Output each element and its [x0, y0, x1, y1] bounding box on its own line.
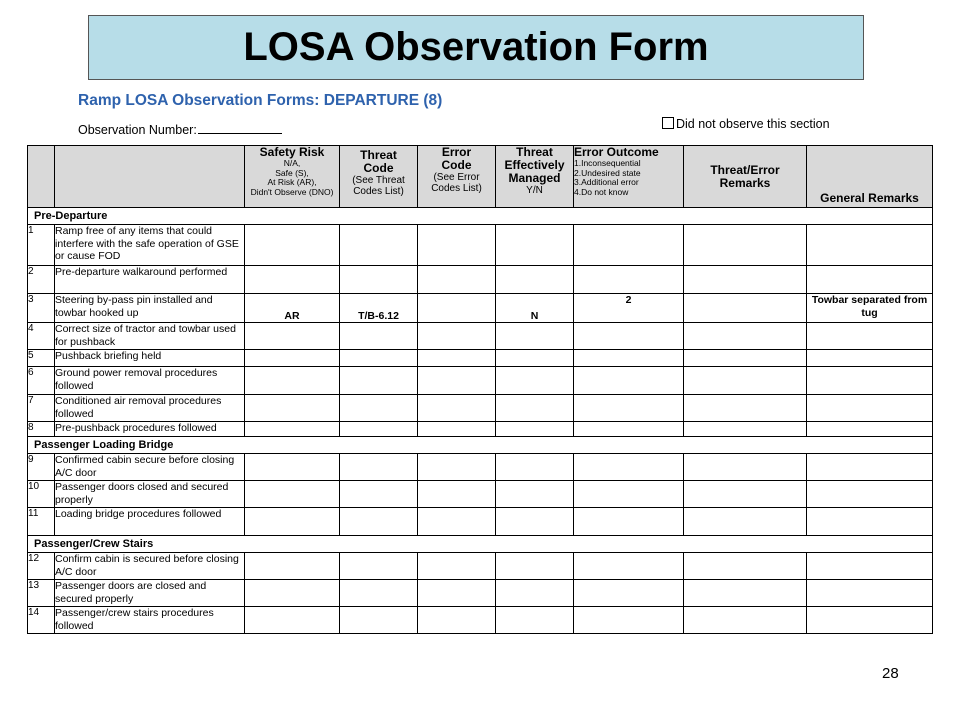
observation-number-label: Observation Number:	[78, 123, 197, 137]
item-description: Steering by-pass pin installed and towbar hooked up	[55, 294, 245, 323]
form-heading: Ramp LOSA Observation Forms: DEPARTURE (8)	[78, 92, 443, 109]
threat-error-remarks-cell[interactable]	[684, 508, 807, 536]
error-code-cell[interactable]	[418, 367, 496, 395]
threat-code-cell[interactable]	[340, 395, 418, 422]
threat-managed-cell[interactable]	[496, 350, 574, 367]
header-threat-code-sub: (See Threat Codes List)	[352, 175, 405, 197]
header-threat-code	[340, 146, 418, 208]
item-description: Passenger doors closed and secured properly	[55, 481, 245, 508]
error-outcome-cell[interactable]	[574, 266, 684, 294]
header-threat-code-title: Threat	[360, 148, 397, 162]
threat-error-remarks-cell[interactable]	[684, 395, 807, 422]
threat-code-cell[interactable]	[340, 225, 418, 266]
item-number: 3	[28, 294, 55, 323]
general-remarks-cell[interactable]	[807, 607, 933, 634]
header-item	[55, 146, 245, 208]
threat-error-remarks-cell[interactable]	[684, 294, 807, 323]
safety-risk-cell[interactable]	[245, 266, 340, 294]
error-outcome-cell[interactable]	[574, 454, 684, 481]
threat-code-cell[interactable]: T/B-6.12	[340, 294, 418, 323]
error-outcome-cell[interactable]	[574, 225, 684, 266]
threat-code-cell[interactable]	[340, 422, 418, 437]
threat-code-cell[interactable]	[340, 553, 418, 580]
header-safety-risk-line: At Risk (AR),	[267, 177, 317, 187]
item-description: Correct size of tractor and towbar used for pushback	[55, 323, 245, 350]
table-row	[28, 607, 933, 634]
item-description: Pushback briefing held	[55, 350, 245, 367]
error-code-cell[interactable]	[418, 580, 496, 607]
error-code-cell[interactable]	[418, 395, 496, 422]
table-row	[28, 350, 933, 367]
slide-title-box	[88, 15, 864, 80]
threat-managed-cell[interactable]	[496, 422, 574, 437]
item-description: Confirm cabin is secured before closing A/C door	[55, 553, 245, 580]
safety-risk-cell[interactable]	[245, 553, 340, 580]
table-row	[28, 294, 933, 323]
threat-managed-cell[interactable]	[496, 323, 574, 350]
header-error-code-title: Code	[441, 158, 472, 172]
threat-managed-cell[interactable]	[496, 367, 574, 395]
safety-risk-cell[interactable]	[245, 350, 340, 367]
threat-code-cell[interactable]	[340, 266, 418, 294]
safety-risk-cell[interactable]	[245, 508, 340, 536]
safety-risk-cell[interactable]: AR	[245, 294, 340, 323]
threat-managed-cell[interactable]	[496, 580, 574, 607]
header-safety-risk-title: Safety Risk	[259, 145, 325, 159]
error-outcome-cell[interactable]	[574, 350, 684, 367]
error-code-cell[interactable]	[418, 294, 496, 323]
threat-error-remarks-cell[interactable]	[684, 225, 807, 266]
threat-code-cell[interactable]	[340, 454, 418, 481]
item-number: 11	[28, 508, 55, 536]
header-error-code	[418, 146, 496, 208]
observation-number	[78, 121, 282, 137]
table-row	[28, 225, 933, 266]
table-row	[28, 454, 933, 481]
threat-managed-cell[interactable]	[496, 225, 574, 266]
error-outcome-cell[interactable]	[574, 553, 684, 580]
section-row	[28, 208, 933, 225]
threat-managed-cell[interactable]	[496, 607, 574, 634]
error-outcome-cell[interactable]	[574, 481, 684, 508]
observation-number-field[interactable]	[198, 121, 282, 134]
item-description: Confirmed cabin secure before closing A/C door	[55, 454, 245, 481]
item-description: Pre-pushback procedures followed	[55, 422, 245, 437]
error-outcome-cell[interactable]: 2	[574, 294, 684, 323]
safety-risk-cell[interactable]	[245, 481, 340, 508]
threat-error-remarks-cell[interactable]	[684, 454, 807, 481]
general-remarks-cell[interactable]	[807, 367, 933, 395]
header-error-outcome-option: 3.Additional error	[574, 177, 639, 187]
page-number: 28	[882, 665, 899, 682]
item-number: 14	[28, 607, 55, 634]
table-row	[28, 367, 933, 395]
general-remarks-cell[interactable]	[807, 350, 933, 367]
error-outcome-cell[interactable]	[574, 580, 684, 607]
threat-managed-cell[interactable]	[496, 553, 574, 580]
threat-error-remarks-cell[interactable]	[684, 266, 807, 294]
error-code-cell[interactable]	[418, 454, 496, 481]
error-code-cell[interactable]	[418, 422, 496, 437]
table-row	[28, 266, 933, 294]
header-safety-risk-line: N/A,	[283, 158, 301, 168]
threat-code-cell[interactable]	[340, 508, 418, 536]
table-row	[28, 395, 933, 422]
error-code-cell[interactable]	[418, 350, 496, 367]
header-threat-managed	[496, 146, 574, 208]
item-number: 13	[28, 580, 55, 607]
threat-managed-cell[interactable]: N	[496, 294, 574, 323]
header-threat-error-remarks	[684, 146, 807, 208]
error-outcome-cell[interactable]	[574, 607, 684, 634]
item-number: 2	[28, 266, 55, 294]
item-number: 7	[28, 395, 55, 422]
table-row	[28, 553, 933, 580]
header-safety-risk	[245, 146, 340, 208]
item-number: 5	[28, 350, 55, 367]
safety-risk-cell[interactable]	[245, 422, 340, 437]
general-remarks-cell[interactable]	[807, 454, 933, 481]
general-remarks-cell[interactable]	[807, 580, 933, 607]
section-title: Passenger/Crew Stairs	[28, 536, 933, 553]
item-number: 9	[28, 454, 55, 481]
table-row	[28, 481, 933, 508]
not-observed-checkbox[interactable]	[662, 117, 674, 129]
error-outcome-cell[interactable]	[574, 422, 684, 437]
section-title: Passenger Loading Bridge	[28, 437, 933, 454]
threat-code-cell[interactable]	[340, 323, 418, 350]
safety-risk-cell[interactable]	[245, 454, 340, 481]
threat-managed-cell[interactable]	[496, 508, 574, 536]
general-remarks-cell[interactable]	[807, 225, 933, 266]
header-safety-risk-line: Safe (S),	[275, 167, 309, 178]
error-code-cell[interactable]	[418, 481, 496, 508]
general-remarks-cell[interactable]: Towbar separated from tug	[807, 294, 933, 323]
table-row	[28, 422, 933, 437]
item-number: 1	[28, 225, 55, 266]
section-row	[28, 536, 933, 553]
safety-risk-cell[interactable]	[245, 225, 340, 266]
header-threat-managed-title: Threat Effectively Managed	[504, 145, 565, 185]
threat-error-remarks-cell[interactable]	[684, 481, 807, 508]
header-error-outcome-title: Error Outcome	[574, 145, 659, 159]
header-error-outcome-option: 4.Do not know	[574, 186, 629, 197]
threat-code-cell[interactable]	[340, 481, 418, 508]
table-header-row	[28, 146, 933, 208]
error-code-cell[interactable]	[418, 266, 496, 294]
error-code-cell[interactable]	[418, 508, 496, 536]
table-row	[28, 323, 933, 350]
error-outcome-cell[interactable]	[574, 395, 684, 422]
item-number: 10	[28, 481, 55, 508]
item-description: Ground power removal procedures followed	[55, 367, 245, 395]
threat-code-cell[interactable]	[340, 580, 418, 607]
safety-risk-cell[interactable]	[245, 323, 340, 350]
item-number: 4	[28, 323, 55, 350]
error-code-cell[interactable]	[418, 323, 496, 350]
slide-title: LOSA Observation Form	[243, 25, 709, 69]
item-description: Passenger/crew stairs procedures followed	[55, 607, 245, 634]
general-remarks-cell[interactable]	[807, 395, 933, 422]
item-description: Ramp free of any items that could interfere with the safe operation of GSE or cause FOD	[55, 225, 245, 266]
threat-error-remarks-cell[interactable]	[684, 422, 807, 437]
not-observed-label: Did not observe this section	[676, 117, 830, 131]
general-remarks-cell[interactable]	[807, 508, 933, 536]
threat-error-remarks-cell[interactable]	[684, 350, 807, 367]
item-description: Conditioned air removal procedures followed	[55, 395, 245, 422]
table-row	[28, 580, 933, 607]
safety-risk-cell[interactable]	[245, 395, 340, 422]
item-number: 12	[28, 553, 55, 580]
header-safety-risk-line: Didn't Observe (DNO)	[250, 186, 334, 197]
threat-code-cell[interactable]	[340, 607, 418, 634]
threat-error-remarks-cell[interactable]	[684, 607, 807, 634]
header-number	[28, 146, 55, 208]
not-observed-option	[662, 117, 830, 131]
error-outcome-cell[interactable]	[574, 367, 684, 395]
safety-risk-cell[interactable]	[245, 580, 340, 607]
section-row	[28, 437, 933, 454]
table-row	[28, 508, 933, 536]
threat-code-cell[interactable]	[340, 350, 418, 367]
section-title: Pre-Departure	[28, 208, 933, 225]
header-error-code-sub: (See Error Codes List)	[431, 172, 482, 194]
general-remarks-cell[interactable]	[807, 266, 933, 294]
threat-error-remarks-cell[interactable]	[684, 323, 807, 350]
general-remarks-cell[interactable]	[807, 323, 933, 350]
threat-managed-cell[interactable]	[496, 266, 574, 294]
item-description: Passenger doors are closed and secured properly	[55, 580, 245, 607]
error-code-cell[interactable]	[418, 553, 496, 580]
threat-error-remarks-cell[interactable]	[684, 580, 807, 607]
item-description: Pre-departure walkaround performed	[55, 266, 245, 294]
threat-error-remarks-cell[interactable]	[684, 367, 807, 395]
threat-managed-cell[interactable]	[496, 454, 574, 481]
header-general-remarks	[807, 146, 933, 208]
general-remarks-cell[interactable]	[807, 553, 933, 580]
header-general-remarks-title: General Remarks	[820, 191, 919, 205]
error-code-cell[interactable]	[418, 607, 496, 634]
error-outcome-cell[interactable]	[574, 508, 684, 536]
threat-managed-cell[interactable]	[496, 395, 574, 422]
header-error-outcome-option: 1.Inconsequential	[574, 158, 641, 168]
header-error-outcome	[574, 146, 684, 208]
item-number: 6	[28, 367, 55, 395]
header-threat-error-remarks-title: Threat/Error Remarks	[710, 162, 780, 190]
threat-managed-cell[interactable]	[496, 481, 574, 508]
error-code-cell[interactable]	[418, 225, 496, 266]
header-error-outcome-option: 2.Undesired state	[574, 167, 641, 178]
observation-table	[27, 145, 933, 634]
error-outcome-cell[interactable]	[574, 323, 684, 350]
header-threat-code-title: Code	[363, 161, 394, 175]
threat-code-cell[interactable]	[340, 367, 418, 395]
safety-risk-cell[interactable]	[245, 607, 340, 634]
header-threat-managed-sub: Y/N	[526, 185, 543, 196]
general-remarks-cell[interactable]	[807, 422, 933, 437]
safety-risk-cell[interactable]	[245, 367, 340, 395]
item-description: Loading bridge procedures followed	[55, 508, 245, 536]
item-number: 8	[28, 422, 55, 437]
threat-error-remarks-cell[interactable]	[684, 553, 807, 580]
general-remarks-cell[interactable]	[807, 481, 933, 508]
header-error-code-title: Error	[441, 145, 472, 159]
